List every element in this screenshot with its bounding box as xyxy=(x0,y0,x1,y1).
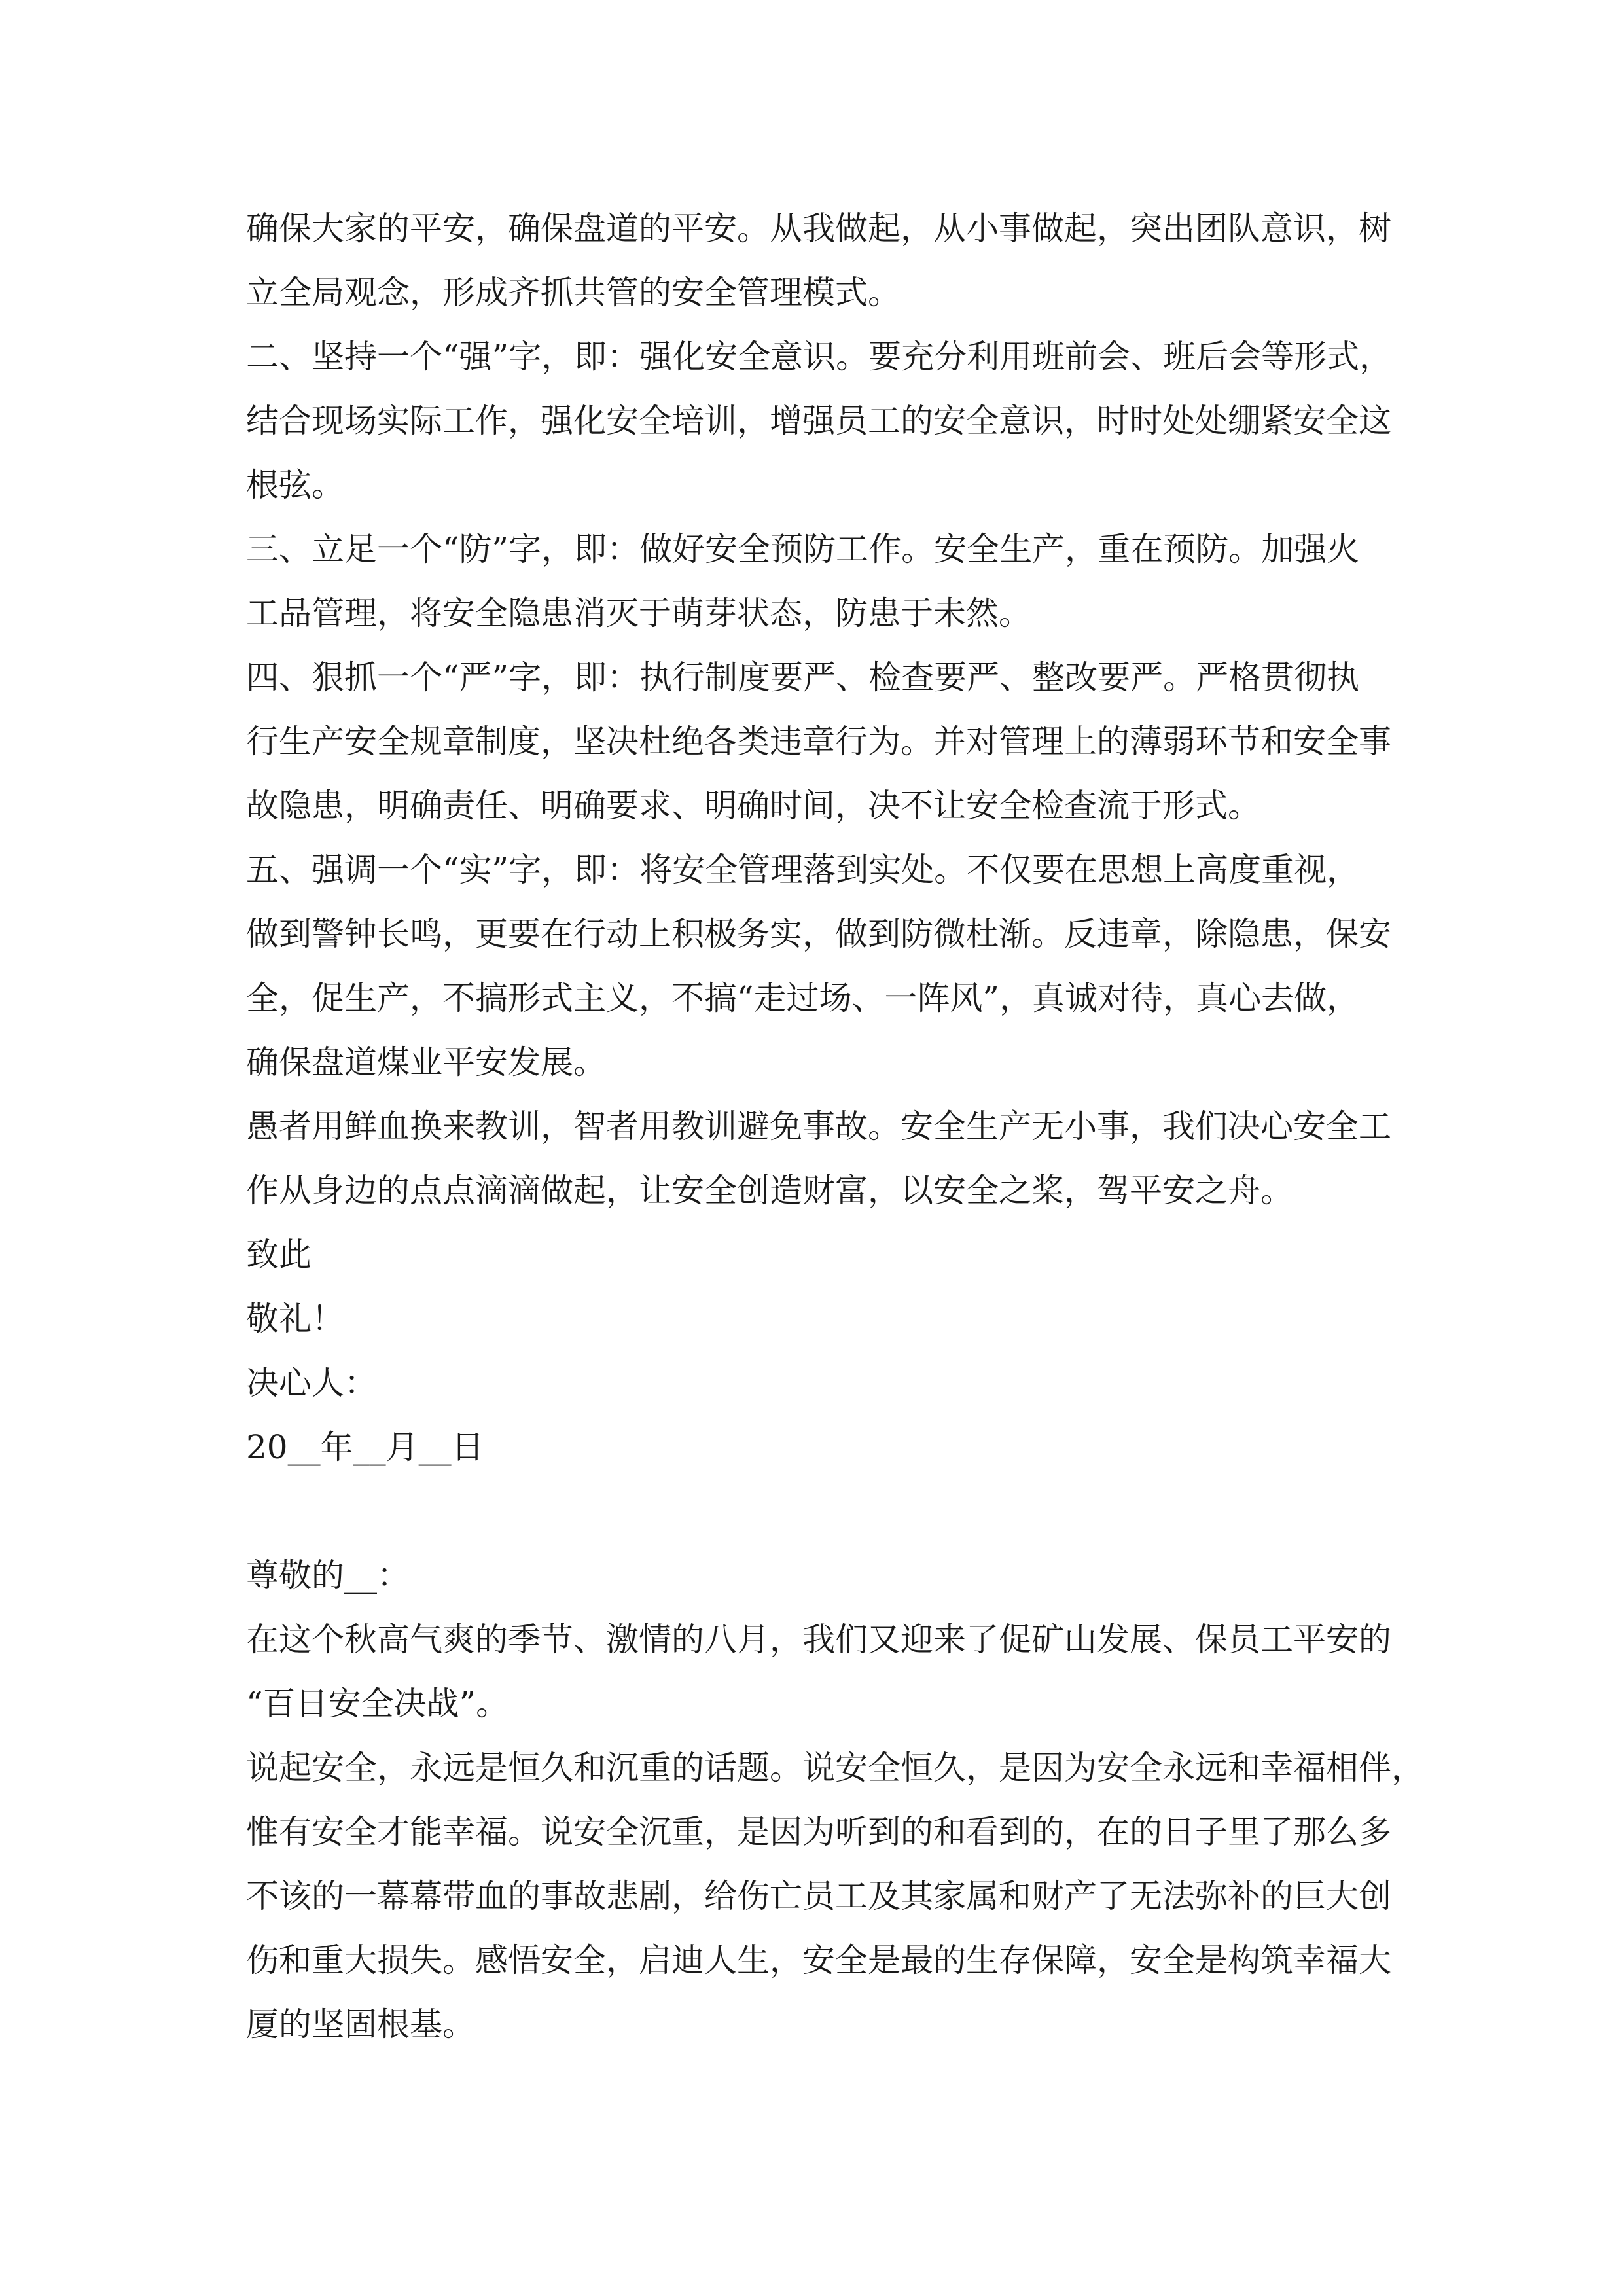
text-line: 不该的一幕幕带血的事故悲剧，给伤亡员工及其家属和财产了无法弥补的巨大创 xyxy=(246,1877,1391,1915)
text-line: 行生产安全规章制度，坚决杜绝各类违章行为。并对管理上的薄弱环节和安全事 xyxy=(246,723,1391,761)
document-body xyxy=(246,196,1424,2056)
text-line: 确保大家的平安，确保盘道的平安。从我做起，从小事做起，突出团队意识，树 xyxy=(246,209,1391,247)
text-line: 工品管理，将安全隐患消灭于萌芽状态，防患于未然。 xyxy=(246,594,1031,632)
text-line: 做到警钟长鸣，更要在行动上积极务实，做到防微杜渐。反违章，除隐患，保安 xyxy=(246,915,1391,953)
text-line: 三、立足一个“防”字，即：做好安全预防工作。安全生产，重在预防。加强火 xyxy=(246,530,1360,568)
text-line: 根弦。 xyxy=(246,466,344,504)
text-line: 五、强调一个“实”字，即：将安全管理落到实处。不仅要在思想上高度重视， xyxy=(246,851,1360,889)
text-line: 二、坚持一个“强”字，即：强化安全意识。要充分利用班前会、班后会等形式， xyxy=(246,338,1393,376)
text-line: 故隐患，明确责任、明确要求、明确时间，决不让安全检查流于形式。 xyxy=(246,787,1260,825)
text-line: 愚者用鲜血换来教训，智者用教训避免事故。安全生产无小事，我们决心安全工 xyxy=(246,1107,1391,1145)
text-line: “百日安全决战”。 xyxy=(246,1685,509,1723)
section-gap xyxy=(246,1479,1424,1543)
greeting-line: 尊敬的__： xyxy=(246,1556,410,1594)
text-line: 惟有安全才能幸福。说安全沉重，是因为听到的和看到的，在的日子里了那么多 xyxy=(246,1813,1391,1851)
text-line: 四、狠抓一个“严”字，即：执行制度要严、检查要严、整改要严。严格贯彻执 xyxy=(246,658,1360,696)
text-line: 结合现场实际工作，强化安全培训，增强员工的安全意识，时时处处绷紧安全这 xyxy=(246,402,1391,440)
text-line: 确保盘道煤业平安发展。 xyxy=(246,1043,606,1081)
date-line: 20__年__月__日 xyxy=(246,1428,484,1466)
salutation-line: 敬礼！ xyxy=(246,1300,344,1338)
text-line: 在这个秋高气爽的季节、激情的八月，我们又迎来了促矿山发展、保员工平安的 xyxy=(246,1621,1391,1659)
text-line: 说起安全，永远是恒久和沉重的话题。说安全恒久，是因为安全永远和幸福相伴， xyxy=(246,1749,1424,1787)
text-line: 作从身边的点点滴滴做起，让安全创造财富，以安全之桨，驾平安之舟。 xyxy=(246,1172,1293,1210)
text-line: 立全局观念，形成齐抓共管的安全管理模式。 xyxy=(246,274,901,312)
text-line: 伤和重大损失。感悟安全，启迪人生，安全是最的生存保障，安全是构筑幸福大 xyxy=(246,1941,1391,1979)
signer-line: 决心人： xyxy=(246,1364,377,1402)
text-line: 厦的坚固根基。 xyxy=(246,2005,475,2043)
closing-line: 致此 xyxy=(246,1236,312,1274)
text-line: 全，促生产，不搞形式主义，不搞“走过场、一阵风”，真诚对待，真心去做， xyxy=(246,979,1360,1017)
